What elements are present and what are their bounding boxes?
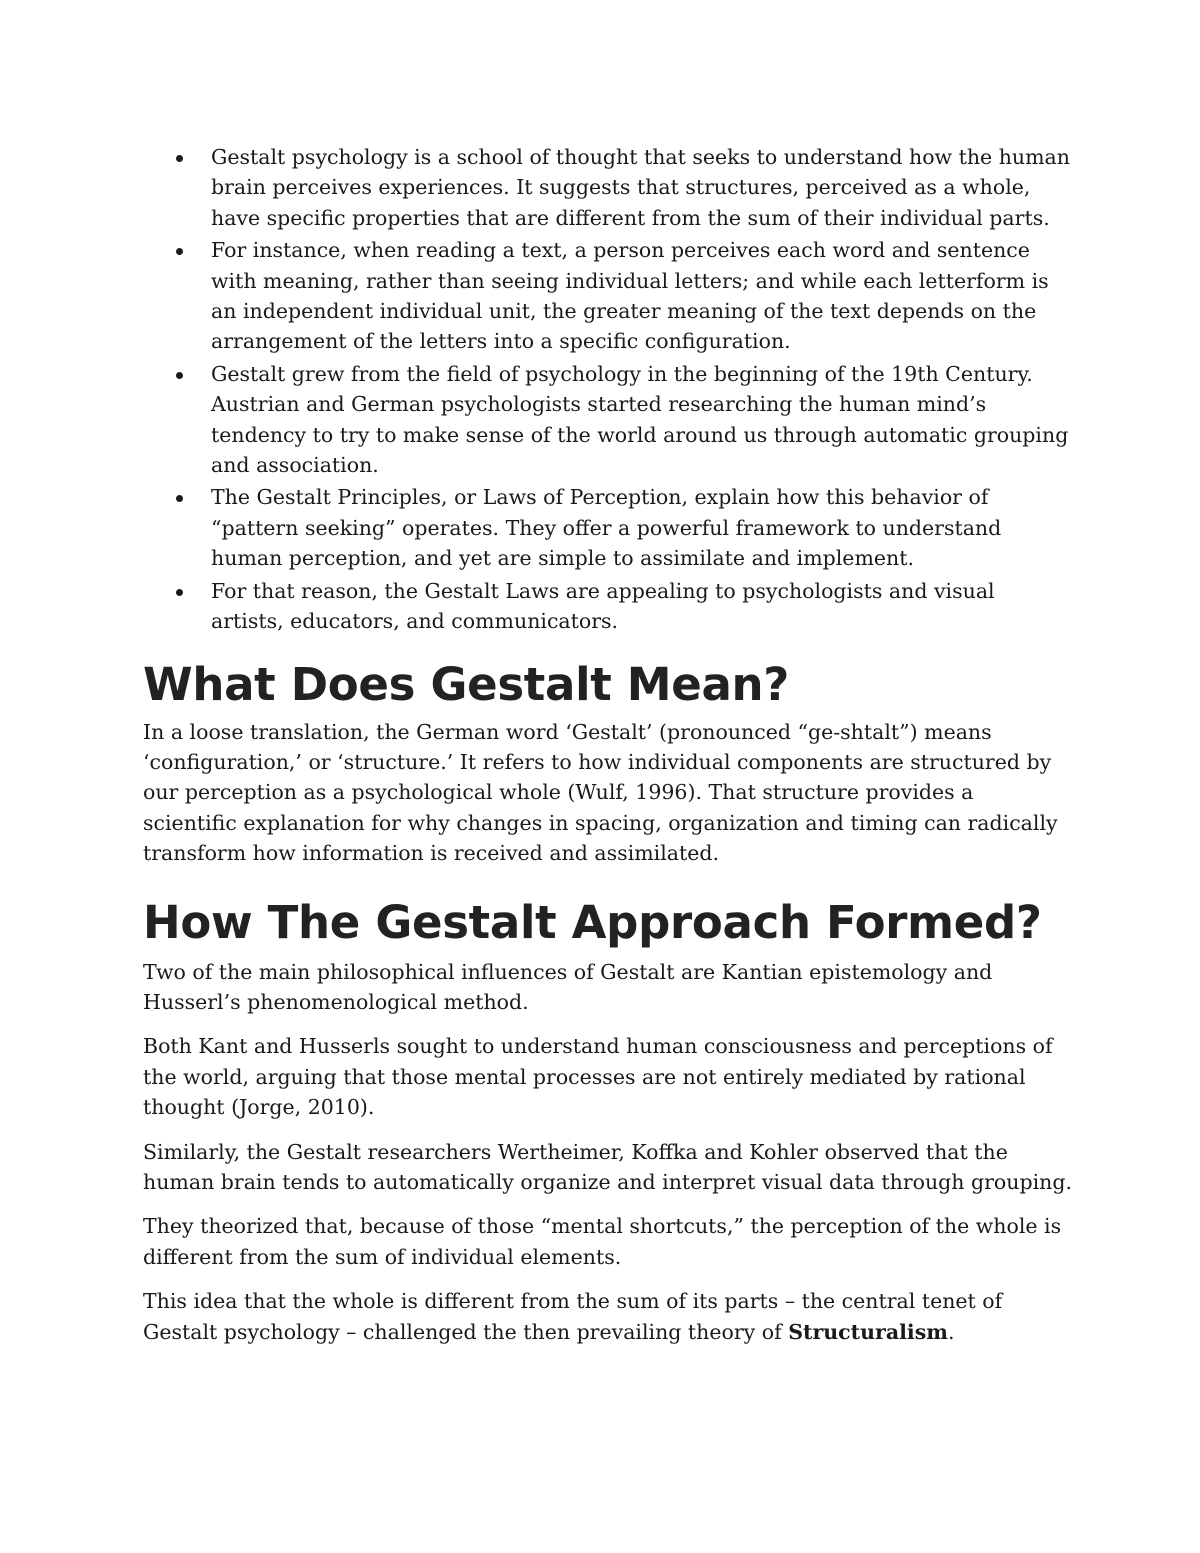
bullet-list (143, 142, 1073, 637)
list-item (142, 142, 1073, 233)
paragraph-gestalt-meaning: In a loose translation, the German word ‘Gestalt’ (pronounced “ge-shtalt”) means ‘configuration,’ or ‘structure.’ It refers to how individual components are structured by our perception as a psychological whole (Wulf, 1996). That structure provides a scientific explanation for why changes in spacing, organization and timing can radically transform how information is received and assimilated. (143, 719, 1058, 866)
paragraph-mental-shortcuts: They theorized that, because of those “mental shortcuts,” the perception of the whole is different from the sum of individual elements. (143, 1214, 1062, 1269)
structuralism-link[interactable]: Structuralism (788, 1319, 948, 1344)
list-item-text: For that reason, the Gestalt Laws are appealing to psychologists and visual artists, educators, and communicators. (211, 578, 995, 634)
bullet-icon (176, 589, 183, 596)
list-item (142, 235, 1073, 357)
bullet-icon (176, 155, 183, 162)
list-item-text: Gestalt grew from the field of psychology in the beginning of the 19th Century. Austrian and German psychologists started researching the human mind’s tendency to try to make sense of the world around us through automatic grouping and association. (211, 361, 1069, 478)
paragraph-structuralism (143, 1286, 1073, 1347)
bullet-icon (176, 372, 183, 379)
list-item (142, 482, 1073, 573)
list-item (142, 576, 1073, 637)
paragraph-influences: Two of the main philosophical influences of Gestalt are Kantian epistemology and Husserl’s phenomenological method. (143, 959, 993, 1014)
list-item-text: Gestalt psychology is a school of thought that seeks to understand how the human brain perceives experiences. It suggests that structures, perceived as a whole, have specific properties that are different from the sum of their individual parts. (211, 145, 1070, 230)
paragraph-kant-husserl: Both Kant and Husserls sought to understand human consciousness and perceptions of the world, arguing that those mental processes are not entirely mediated by rational thought (Jorge, 2010). (143, 1034, 1053, 1120)
list-item (142, 359, 1073, 481)
heading-how-gestalt-formed: How The Gestalt Approach Formed? (143, 895, 1042, 949)
paragraph-researchers: Similarly, the Gestalt researchers Wertheimer, Koffka and Kohler observed that the human brain tends to automatically organize and interpret visual data through grouping. (143, 1139, 1072, 1194)
heading-what-does-gestalt-mean: What Does Gestalt Mean? (143, 657, 790, 711)
list-item-text: For instance, when reading a text, a person perceives each word and sentence with meaning, rather than seeing individual letters; and while each letterform is an independent individual unit, the greater meaning of the text depends on the arrangement of the letters into a specific configuration. (211, 238, 1049, 354)
paragraph-structuralism-text: This idea that the whole is different from the sum of its parts – the central tenet of Gestalt psychology – challenged the then prevailing theory of (143, 1289, 1003, 1344)
paragraph-structuralism-end: . (947, 1319, 955, 1344)
list-item-text: The Gestalt Principles, or Laws of Perception, explain how this behavior of “pattern seeking” operates. They offer a powerful framework to understand human perception, and yet are simple to assimilate and implement. (211, 485, 1002, 571)
document-page (143, 142, 1073, 1361)
bullet-icon (176, 495, 183, 502)
bullet-icon (176, 248, 183, 255)
